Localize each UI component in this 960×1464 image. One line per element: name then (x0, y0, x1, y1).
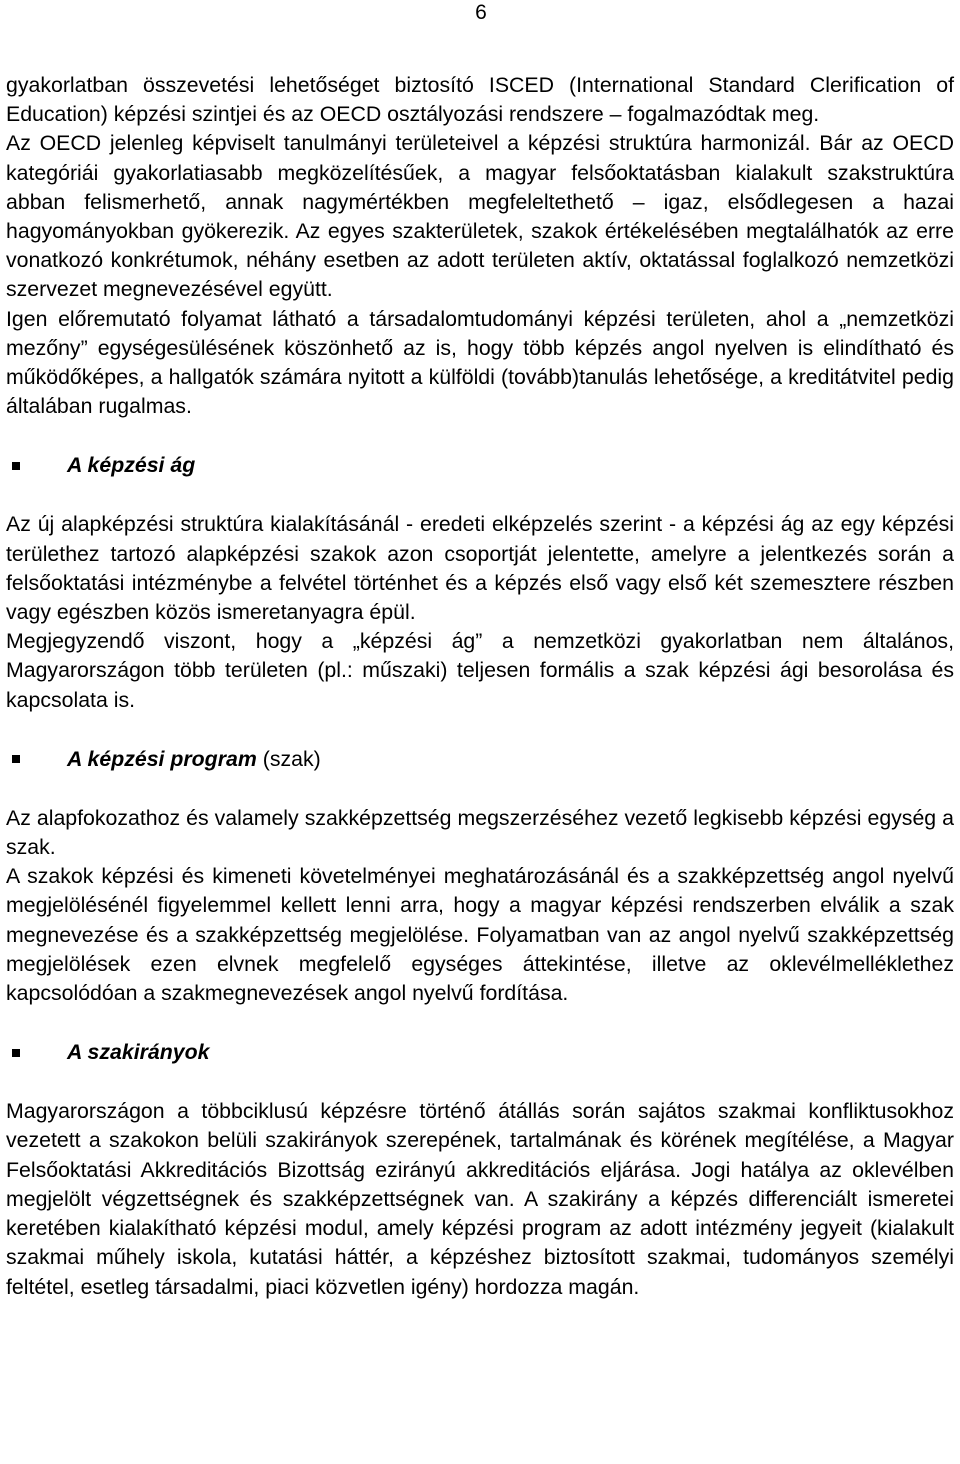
section-heading-kepzesi-ag (6, 451, 954, 480)
page-number: 6 (475, 1, 487, 24)
section-paragraph: Megjegyzendő viszont, hogy a „képzési ág” a nemzetközi gyakorlatban nem általános, Magyarországon több területen (pl.: műszaki) teljesen formális a szak képzési ági besorolása és kapcsolata is. (6, 629, 954, 712)
section-heading-kepzesi-program (6, 745, 954, 774)
section-title: A szakirányok (67, 1040, 210, 1065)
document-body (6, 71, 954, 1302)
section-paragraph: Az alapfokozathoz és valamely szakképzettség megszerzéséhez vezető legkisebb képzési egység a szak. (6, 805, 954, 860)
intro-paragraph: gyakorlatban összevetési lehetőséget biztosító ISCED (International Standard Clerification of Education) képzési szintjei és az OECD osztályozási rendszere – fogalmazódtak meg. (6, 73, 954, 127)
section-paragraph: A szakok képzési és kimeneti követelményei meghatározásánál és a szakképzettség angol nyelvű megjelölésénél figyelemmel kellett lenni arra, hogy a magyar képzési rendszerben elválik a szak megnevezése és a szakképzettség megjelölése. Folyamatban van az angol nyelvű szakképzettség megjelölések ezen elvnek megfelelő egységes áttekintése, illetve az oklevélmelléklethez kapcsolódóan a szakmegnevezések angol nyelvű fordítása. (6, 864, 954, 1006)
section-title: A képzési ág (67, 453, 196, 478)
square-bullet-icon (12, 1049, 20, 1057)
square-bullet-icon (12, 755, 20, 763)
section-title-suffix: (szak) (262, 746, 321, 771)
intro-paragraph: Igen előremutató folyamat látható a társadalomtudományi képzési területen, ahol a „nemzetközi mezőny” egységesülésének köszönhető az is, hogy több képzés angol nyelven is elindítható és működőképes, a hallgatók számára nyitott a külföldi (tovább)tanulás lehetősége, a kreditátvitel pedig általában rugalmas. (6, 306, 954, 419)
intro-paragraph: Az OECD jelenleg képviselt tanulmányi területeivel a képzési struktúra harmonizál. Bár az OECD kategóriái gyakorlatiasabb megközelítésűek, a magyar felsőoktatásban kialakult szakstruktúra abban felismerhető, annak nagymértékben megfeleltethető – igaz, elsődlegesen a hazai hagyományokban gyökerezik. Az egyes szakterületek, szakok értékelésében megtalálhatók az erre vonatkozó konkrétumok, néhány esetben az adott területen aktív, oktatással foglalkozó nemzetközi szervezet megnevezésével együtt. (6, 131, 954, 302)
section-paragraph: Magyarországon a többciklusú képzésre történő átállás során sajátos szakmai konfliktusokhoz vezetett a szakokon belüli szakirányok szerepének, tartalmának és körének megítélése, a Magyar Felsőoktatási Akkreditációs Bizottság ezirányú akkreditációs eljárása. Jogi hatálya az oklevélben megjelölt végzettségnek és szakképzettségnek van. A szakirány a képzés differenciált ismeretei keretében kialakítható képzési modul, amely képzési program az adott intézmény jegyeit (kialakult szakmai műhely iskola, kutatási háttér, a képzéshez biztosított szakmai, tudományos személyi feltétel, esetleg társadalmi, piaci közvetlen igény) hordozza magán. (6, 1099, 954, 1299)
section-title: A képzési program (67, 746, 257, 771)
section-paragraph: Az új alapképzési struktúra kialakításánál - eredeti elképzelés szerint - a képzési ág az egy képzési területhez tartozó alapképzési szakok azon csoportját jelentette, amelyre a jelentkezés során a felsőoktatási intézménybe a felvétel történhet és a képzés első vagy első két szemesztere részben vagy egészben közös ismeretanyagra épül. (6, 512, 954, 625)
section-heading-szakiranyok (6, 1038, 954, 1067)
square-bullet-icon (12, 462, 20, 470)
